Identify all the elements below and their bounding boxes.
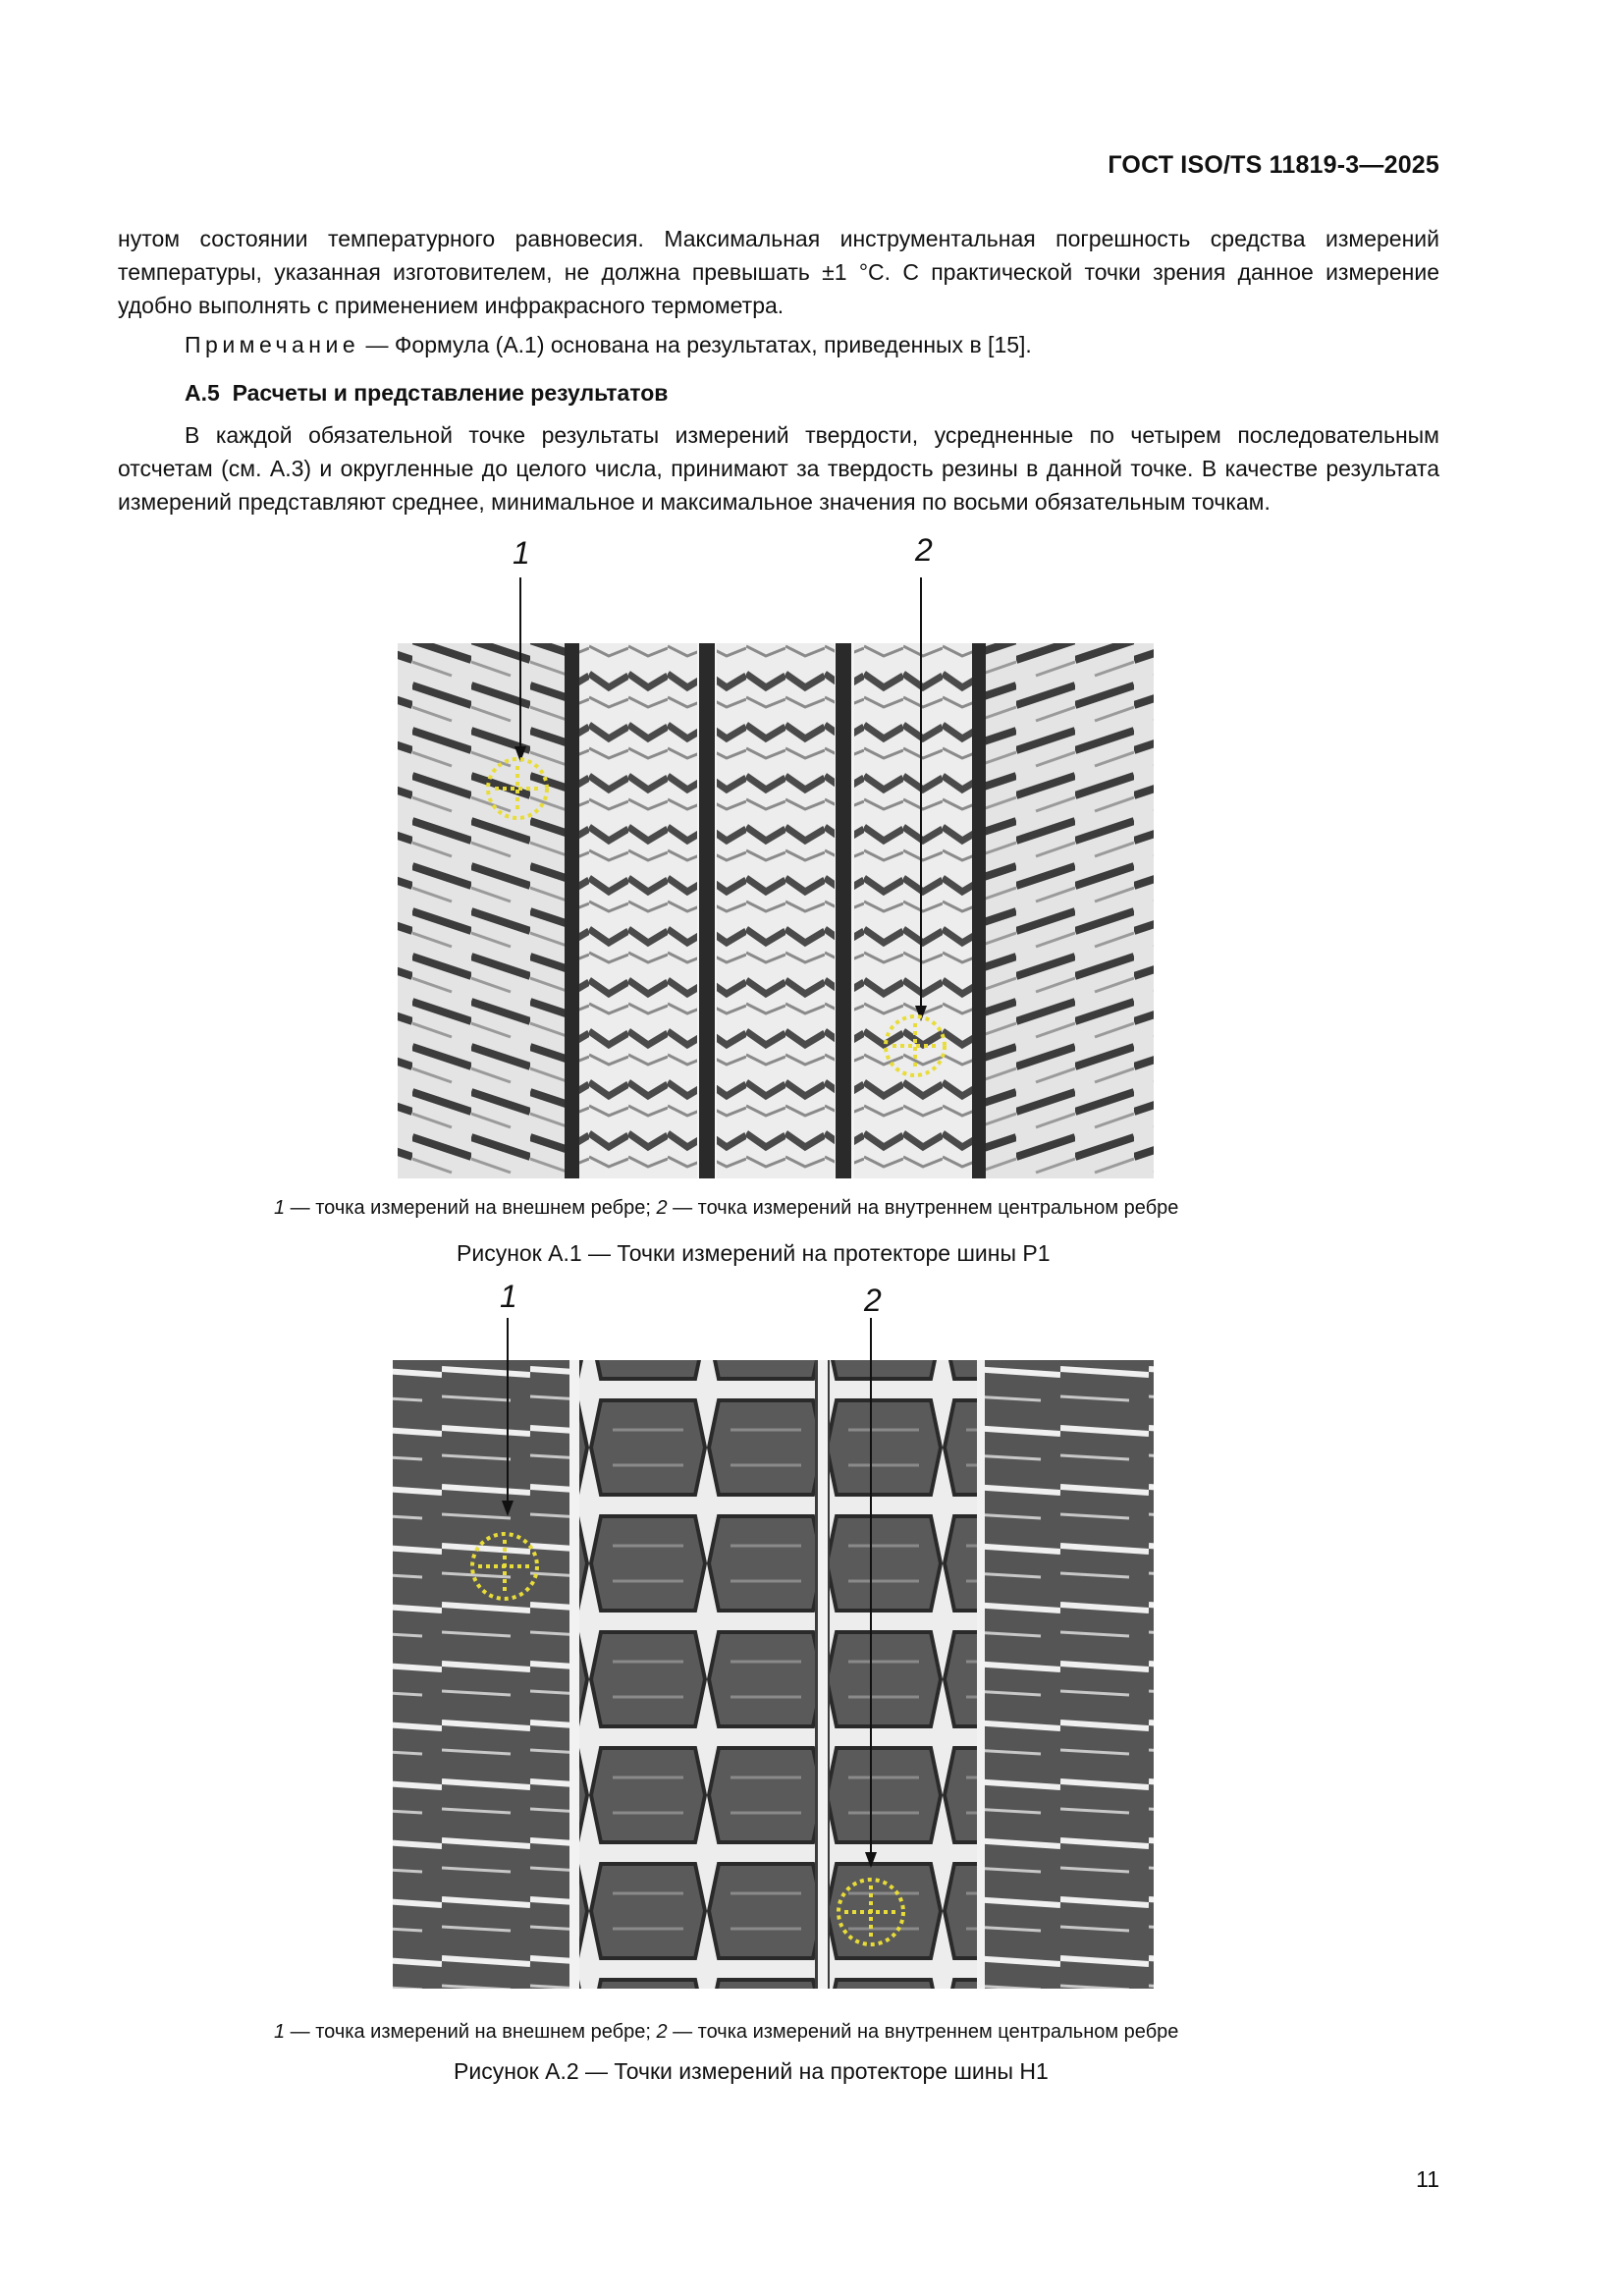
note-text: — Формула (А.1) основана на результатах, приведенных в [15]. bbox=[359, 332, 1032, 357]
note-label: Примечание bbox=[185, 332, 360, 357]
figure2-legend bbox=[274, 2021, 1178, 2044]
figure1-caption: Рисунок А.1 — Точки измерений на протекторе шины Р1 bbox=[457, 1240, 1051, 1266]
figure1-legend-num-1: 1 bbox=[274, 1197, 286, 1219]
figure2-caption: Рисунок А.2 — Точки измерений на протекторе шины Н1 bbox=[454, 2058, 1049, 2084]
figure1-legend bbox=[274, 1197, 1178, 1220]
figure1-callout-2: 2 bbox=[915, 532, 933, 568]
figure1-legend-num-2: 2 bbox=[656, 1197, 668, 1219]
figure1-legend-text-1: — точка измерений на внешнем ребре; bbox=[285, 1197, 657, 1219]
note bbox=[185, 332, 1032, 358]
figure2-legend-num-1: 1 bbox=[274, 2021, 286, 2043]
section-number: А.5 bbox=[185, 380, 220, 406]
section-heading bbox=[185, 380, 668, 407]
figure2-callout-2: 2 bbox=[864, 1283, 882, 1318]
figure1-legend-text-2: — точка измерений на внутреннем центральном ребре bbox=[667, 1197, 1179, 1219]
document-header: ГОСТ ISO/TS 11819-3—2025 bbox=[1108, 151, 1439, 179]
figure1-tread-image bbox=[393, 574, 1168, 1183]
figure2-legend-text-2: — точка измерений на внутреннем центральном ребре bbox=[667, 2021, 1179, 2043]
figure2-legend-num-2: 2 bbox=[656, 2021, 668, 2043]
paragraph-results: В каждой обязательной точке результаты измерений твердости, усредненные по четырем последовательным отсчетам (см. А.3) и округленные до целого числа, принимают за твердость резины в данной точке. В качестве результата измерений представляют среднее, минимальное и максимальное значения по восьми обязательным точкам. bbox=[118, 422, 1439, 515]
figure2-tread-image bbox=[388, 1316, 1173, 2003]
paragraph-temperature: нутом состоянии температурного равновесия. Максимальная инструментальная погрешность средства измерений температуры, указанная изготовителем, не должна превышать ±1 °С. С практической точки зрения данное измерение удобно выполнять с применением инфракрасного термометра. bbox=[118, 226, 1439, 318]
figure1-callout-1: 1 bbox=[513, 535, 530, 571]
page-number: 11 bbox=[1416, 2166, 1439, 2192]
section-title: Расчеты и представление результатов bbox=[232, 380, 669, 406]
figure2-legend-text-1: — точка измерений на внешнем ребре; bbox=[285, 2021, 657, 2043]
figure2-callout-1: 1 bbox=[500, 1279, 517, 1314]
